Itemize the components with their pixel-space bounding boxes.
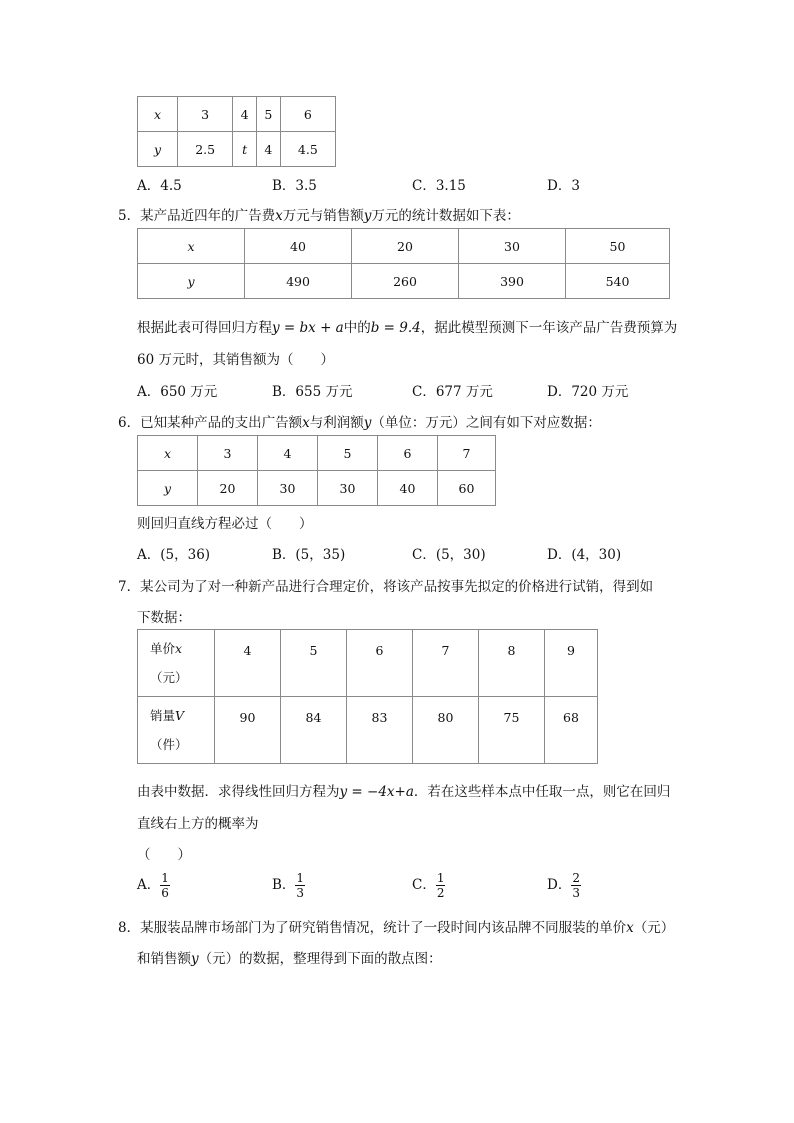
table-cell: 4 (233, 97, 257, 132)
q7-equation: y = −4x+a (339, 784, 414, 800)
table-cell: y (138, 471, 198, 506)
q7-stem-line1: 7．某公司为了对一种新产品进行合理定价，将该产品按事先拟定的价格进行试销，得到如 (118, 579, 654, 595)
q7-text-line1 (137, 780, 670, 800)
table-row (138, 97, 336, 132)
table-cell: 8 (479, 630, 545, 697)
table-cell: 60 (438, 471, 496, 506)
q5-option-c: C．677 万元 (412, 384, 493, 400)
table-header-cell (138, 697, 215, 764)
table-cell: 490 (245, 264, 352, 299)
q8-var-y: y (191, 951, 199, 967)
table-cell: 20 (352, 229, 459, 264)
q8-text: （元） (633, 920, 675, 936)
table-cell: 30 (258, 471, 318, 506)
q7-price-label: 单价 (150, 641, 176, 656)
q6-option-d: D．(4，30) (547, 547, 622, 563)
table-cell: 7 (438, 436, 496, 471)
table-cell: 6 (280, 97, 335, 132)
fraction (295, 871, 305, 900)
denominator: 3 (296, 886, 305, 900)
table-cell: 4.5 (280, 132, 335, 167)
table-cell: 84 (281, 697, 347, 764)
q5-equation: y = bx + a (272, 320, 344, 336)
table-cell: 83 (347, 697, 413, 764)
table-cell: 9 (545, 630, 598, 697)
table-cell: 68 (545, 697, 598, 764)
q7-option-a (137, 871, 170, 900)
q4-data-table (137, 96, 336, 167)
table-cell: y (138, 132, 178, 167)
numerator: 1 (296, 871, 305, 885)
table-cell: 4 (256, 132, 280, 167)
fraction (571, 871, 581, 900)
table-cell: 2.5 (178, 132, 233, 167)
table-cell: 75 (479, 697, 545, 764)
table-row (138, 697, 598, 764)
table-cell: x (138, 229, 245, 264)
table-cell: 4 (258, 436, 318, 471)
q5-stem-text: 万元与销售额 (282, 208, 364, 224)
fraction (436, 871, 446, 900)
table-cell: 5 (281, 630, 347, 697)
q6-option-c: C．(5，30) (412, 547, 486, 563)
table-cell: 3 (198, 436, 258, 471)
q5-b-value: b = 9.4 (370, 320, 421, 336)
q7-price-unit: （元） (150, 670, 188, 685)
denominator: 2 (436, 886, 445, 900)
table-cell: x (138, 436, 198, 471)
table-row (138, 229, 670, 264)
table-row (138, 264, 670, 299)
q6-stem (118, 411, 601, 431)
q6-var-x: x (302, 415, 310, 431)
q7-stem-line2: 下数据： (137, 610, 191, 626)
table-cell: 50 (566, 229, 670, 264)
table-cell: 260 (352, 264, 459, 299)
q5-option-a: A．650 万元 (137, 384, 218, 400)
q8-text: （元）的数据，整理得到下面的散点图： (198, 951, 442, 967)
table-cell: 7 (413, 630, 479, 697)
q8-stem-line1 (118, 916, 674, 936)
q5-text: ，据此模型预测下一年该产品广告费预算为 (420, 320, 678, 336)
option-letter: C． (412, 877, 436, 893)
q7-text-line2: 直线右上方的概率为 (137, 816, 259, 832)
table-cell: x (138, 97, 178, 132)
q6-stem-text: （单位：万元）之间有如下对应数据： (371, 415, 601, 431)
q5-text-line2: 60 万元时，其销售额为（ ） (137, 352, 334, 368)
q7-price-var: x (175, 641, 183, 656)
table-cell: 80 (413, 697, 479, 764)
q5-stem-text: 万元的统计数据如下表： (371, 208, 520, 224)
q4-option-a: A．4.5 (137, 178, 182, 194)
table-row (138, 132, 336, 167)
table-cell: t (233, 132, 257, 167)
q8-text: 和销售额 (137, 951, 191, 967)
table-cell: 390 (459, 264, 566, 299)
numerator: 1 (436, 871, 445, 885)
option-letter: D． (547, 877, 572, 893)
numerator: 1 (161, 871, 169, 885)
q5-data-table (137, 228, 670, 299)
table-cell: 5 (256, 97, 280, 132)
option-letter: B． (272, 877, 296, 893)
table-cell: 4 (215, 630, 281, 697)
q6-data-table (137, 435, 496, 506)
q7-option-d (547, 871, 581, 900)
q7-option-b (272, 871, 305, 900)
q5-text-line1 (137, 316, 677, 336)
q6-text: 则回归直线方程必过（ ） (137, 516, 313, 532)
table-cell: 40 (378, 471, 438, 506)
table-row (138, 471, 496, 506)
q5-stem-text: 5．某产品近四年的广告费 (118, 208, 276, 224)
q6-stem-text: 与利润额 (309, 415, 364, 431)
fraction (160, 871, 170, 900)
q8-var-x: x (626, 920, 634, 936)
q7-option-c (412, 871, 445, 900)
q6-option-b: B．(5，35) (272, 547, 346, 563)
q5-option-d: D．720 万元 (547, 384, 629, 400)
table-cell: 540 (566, 264, 670, 299)
table-cell: 5 (318, 436, 378, 471)
table-cell: 20 (198, 471, 258, 506)
table-cell: 90 (215, 697, 281, 764)
q5-stem (118, 204, 520, 224)
option-letter: A． (137, 877, 161, 893)
q6-var-y: y (363, 415, 372, 431)
denominator: 3 (572, 886, 580, 900)
denominator: 6 (161, 886, 169, 900)
table-cell: 40 (245, 229, 352, 264)
q7-sales-unit: （件） (150, 737, 188, 752)
table-cell: 30 (459, 229, 566, 264)
q8-stem-line2 (137, 947, 442, 967)
q4-option-d: D．3 (547, 178, 580, 194)
q7-data-table (137, 629, 598, 764)
q5-var-x: x (275, 208, 283, 224)
q7-text: 由表中数据．求得线性回归方程为 (137, 784, 340, 800)
table-row (138, 436, 496, 471)
q7-sales-var: V (175, 708, 185, 723)
q8-text: 8．某服装品牌市场部门为了研究销售情况，统计了一段时间内该品牌不同服装的单价 (118, 920, 627, 936)
q7-text: ．若在这些样本点中任取一点，则它在回归 (413, 784, 671, 800)
q6-option-a: A．(5，36) (137, 547, 211, 563)
table-header-cell (138, 630, 215, 697)
q4-option-c: C．3.15 (412, 178, 466, 194)
table-cell: 3 (178, 97, 233, 132)
q6-stem-text: 6．已知某种产品的支出广告额 (118, 415, 303, 431)
table-cell: 6 (378, 436, 438, 471)
q7-paren: （ ） (137, 847, 191, 863)
q5-option-b: B．655 万元 (272, 384, 353, 400)
numerator: 2 (572, 871, 580, 885)
q5-text: 根据此表可得回归方程 (137, 320, 272, 336)
table-row (138, 630, 598, 697)
q5-var-y: y (363, 208, 372, 224)
table-cell: 30 (318, 471, 378, 506)
q7-sales-label: 销量 (150, 708, 176, 723)
q5-text: 中的 (343, 320, 371, 336)
table-cell: 6 (347, 630, 413, 697)
q4-option-b: B．3.5 (272, 178, 317, 194)
table-cell: y (138, 264, 245, 299)
